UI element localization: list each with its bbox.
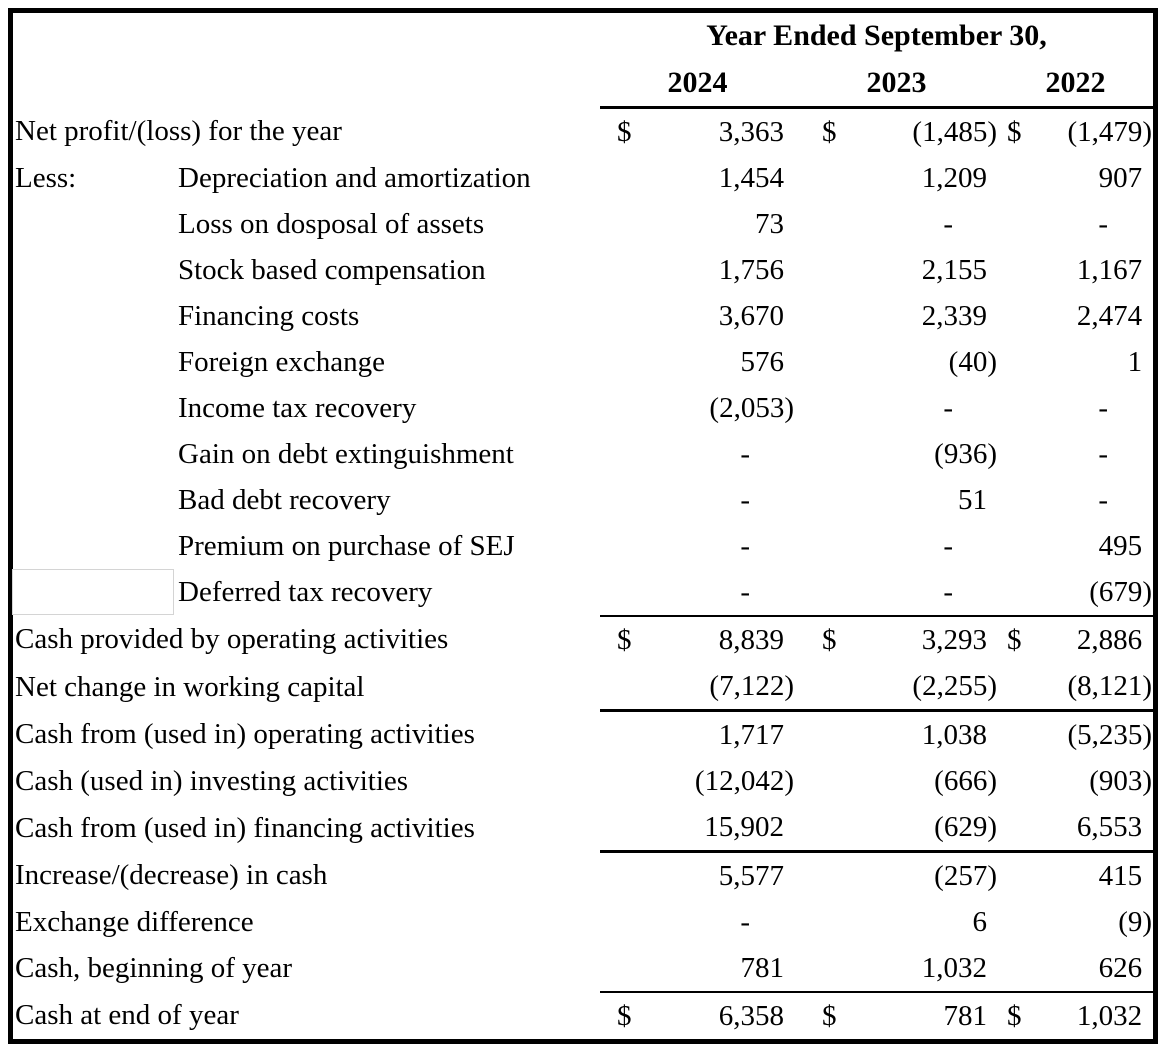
table-frame — [8, 8, 1158, 1044]
row-label: Cash (used in) investing activities — [15, 764, 409, 797]
table-row-cash-investing — [13, 758, 1153, 804]
dollar-sign-2024 — [600, 711, 640, 759]
value-2023: - — [843, 569, 998, 616]
dollar-sign-2023 — [795, 852, 843, 900]
value-2024: - — [740, 905, 750, 938]
dollar-sign-2024 — [600, 201, 640, 247]
value-2022: (5,235) — [1067, 718, 1153, 751]
value-2024: 5,577 — [718, 859, 784, 892]
dollar-sign-2023 — [795, 569, 843, 616]
value-2022: 1,032 — [1076, 999, 1143, 1032]
year-column-2023: 2023 — [795, 59, 998, 108]
dollar-sign-2022 — [998, 852, 1032, 900]
value-2024: 3,670 — [718, 299, 784, 332]
table-row-bad-debt — [13, 477, 1153, 523]
table-row-cash-from-operating — [13, 711, 1153, 759]
dollar-sign-2023 — [795, 385, 843, 431]
dollar-sign-2024 — [600, 385, 640, 431]
dollar-sign-2023 — [795, 523, 843, 569]
header-spacer — [13, 13, 600, 59]
value-2023: 1,209 — [921, 161, 987, 194]
value-2023: (2,255) — [843, 663, 998, 711]
value-2023: (666) — [934, 764, 997, 797]
dollar-sign-2023: $ — [822, 623, 837, 656]
value-2023: (40) — [948, 345, 997, 378]
value-2024: 3,363 — [718, 115, 784, 148]
dollar-sign-2024 — [600, 945, 640, 992]
value-2022: - — [1098, 483, 1109, 516]
row-prefix — [13, 431, 178, 477]
row-label: Gain on debt extinguishment — [178, 437, 514, 470]
value-2022: - — [1098, 391, 1109, 424]
row-label: Cash at end of year — [15, 999, 239, 1032]
value-2024: 576 — [740, 345, 784, 378]
table-row-working-capital — [13, 663, 1153, 711]
value-2024: (7,122) — [640, 663, 795, 711]
table-row-cash-beginning — [13, 945, 1153, 992]
value-2023: 6 — [972, 905, 987, 938]
dollar-sign-2023 — [795, 711, 843, 759]
row-label: Depreciation and amortization — [178, 161, 531, 194]
dollar-sign-2024 — [600, 804, 640, 852]
value-2024: - — [740, 437, 750, 470]
value-2024: (2,053) — [709, 391, 794, 424]
row-label: Increase/(decrease) in cash — [15, 859, 328, 892]
dollar-sign-2023 — [795, 477, 843, 523]
row-label: Financing costs — [178, 299, 360, 332]
value-2022: (679) — [1032, 569, 1153, 616]
value-2023: (936) — [934, 437, 997, 470]
row-prefix — [13, 569, 178, 616]
value-2022: 415 — [1098, 859, 1143, 892]
value-2023: 1,038 — [921, 718, 987, 751]
table-row-depreciation — [13, 155, 1153, 201]
row-label: Net change in working capital — [15, 670, 365, 703]
dollar-sign-2022 — [998, 899, 1032, 945]
row-prefix — [13, 385, 178, 431]
dollar-sign-2022 — [998, 385, 1032, 431]
value-2024: (12,042) — [694, 764, 794, 797]
whitebox-artifact — [12, 569, 174, 615]
dollar-sign-2022 — [998, 293, 1032, 339]
value-2023: - — [943, 529, 953, 562]
dollar-sign-2022: $ — [1007, 115, 1022, 148]
dollar-sign-2024 — [600, 247, 640, 293]
value-2023: 2,339 — [921, 299, 987, 332]
dollar-sign-2024 — [600, 477, 640, 523]
table-row-premium-sej — [13, 523, 1153, 569]
dollar-sign-2022 — [998, 201, 1032, 247]
row-label: Exchange difference — [15, 905, 254, 938]
dollar-sign-2023 — [795, 201, 843, 247]
table-row-loss-disposal — [13, 201, 1153, 247]
table-row-cash-end — [13, 992, 1153, 1039]
table-row-increase-decrease-cash — [13, 852, 1153, 900]
value-2022: (903) — [1089, 764, 1153, 797]
value-2024: - — [640, 569, 795, 616]
value-2024: 15,902 — [640, 804, 795, 852]
value-2024: 6,358 — [718, 999, 784, 1032]
dollar-sign-2024 — [600, 899, 640, 945]
dollar-sign-2023 — [795, 431, 843, 477]
value-2023: (1,485) — [912, 115, 997, 148]
dollar-sign-2024: $ — [617, 623, 632, 656]
value-2022: (8,121) — [1032, 663, 1153, 711]
dollar-sign-2022 — [998, 431, 1032, 477]
table-row-foreign-exchange — [13, 339, 1153, 385]
row-prefix — [13, 477, 178, 523]
dollar-sign-2022 — [998, 663, 1032, 711]
table-row-exchange-difference — [13, 899, 1153, 945]
dollar-sign-2022 — [998, 155, 1032, 201]
value-2024: 1,454 — [718, 161, 784, 194]
table-row-net-profit — [13, 108, 1153, 156]
dollar-sign-2023 — [795, 663, 843, 711]
value-2023: 51 — [958, 483, 987, 516]
row-label: Cash from (used in) financing activities — [15, 811, 475, 844]
dollar-sign-2024: $ — [617, 115, 632, 148]
value-2022: - — [1098, 207, 1109, 240]
dollar-sign-2022 — [998, 711, 1032, 759]
value-2024: 1,756 — [718, 253, 784, 286]
value-2023: - — [943, 391, 953, 424]
row-prefix — [13, 247, 178, 293]
dollar-sign-2023 — [795, 247, 843, 293]
dollar-sign-2022 — [998, 523, 1032, 569]
dollar-sign-2024 — [600, 852, 640, 900]
dollar-sign-2023 — [795, 804, 843, 852]
row-label: Income tax recovery — [178, 391, 417, 424]
dollar-sign-2023 — [795, 899, 843, 945]
dollar-sign-2022 — [998, 945, 1032, 992]
value-2022: 626 — [1032, 945, 1153, 992]
row-prefix — [13, 293, 178, 339]
value-2022: 907 — [1098, 161, 1143, 194]
dollar-sign-2022 — [998, 247, 1032, 293]
table-row-deferred-tax — [13, 569, 1153, 616]
dollar-sign-2022 — [998, 758, 1032, 804]
row-prefix — [13, 339, 178, 385]
row-label: Cash from (used in) operating activities — [15, 718, 475, 751]
header-row-title — [13, 13, 1153, 59]
value-2024: 73 — [755, 207, 784, 240]
header-row-years — [13, 59, 1153, 108]
table-title: Year Ended September 30, — [706, 19, 1047, 53]
table-row-financing-costs — [13, 293, 1153, 339]
value-2023: 3,293 — [921, 623, 987, 656]
dollar-sign-2023: $ — [822, 999, 837, 1032]
dollar-sign-2022 — [998, 339, 1032, 385]
dollar-sign-2022 — [998, 569, 1032, 616]
value-2024: 1,717 — [718, 718, 784, 751]
cash-flow-table — [13, 13, 1153, 1039]
dollar-sign-2023 — [795, 758, 843, 804]
value-2023: (257) — [934, 859, 997, 892]
value-2023: (629) — [843, 804, 998, 852]
value-2022: 2,886 — [1076, 623, 1143, 656]
dollar-sign-2024 — [600, 569, 640, 616]
dollar-sign-2024 — [600, 155, 640, 201]
dollar-sign-2024 — [600, 663, 640, 711]
row-label: Foreign exchange — [178, 345, 385, 378]
value-2022: (1,479) — [1067, 115, 1153, 148]
year-column-2022: 2022 — [998, 59, 1153, 108]
value-2024: - — [740, 529, 750, 562]
dollar-sign-2024 — [600, 431, 640, 477]
row-label: Cash, beginning of year — [15, 952, 293, 985]
value-2022: 2,474 — [1076, 299, 1143, 332]
dollar-sign-2023 — [795, 155, 843, 201]
value-2022: - — [1098, 437, 1109, 470]
dollar-sign-2023 — [795, 945, 843, 992]
value-2024: 8,839 — [718, 623, 784, 656]
dollar-sign-2022: $ — [1007, 623, 1022, 656]
row-label: Cash provided by operating activities — [15, 623, 449, 656]
dollar-sign-2022: $ — [1007, 999, 1022, 1032]
row-label: Net profit/(loss) for the year — [15, 115, 342, 148]
value-2023: 1,032 — [843, 945, 998, 992]
value-2022: (9) — [1118, 905, 1153, 938]
row-prefix — [13, 201, 178, 247]
header-spacer — [13, 59, 600, 108]
value-2023: 781 — [943, 999, 987, 1032]
year-column-2024: 2024 — [600, 59, 795, 108]
dollar-sign-2023 — [795, 293, 843, 339]
row-label: Loss on dosposal of assets — [178, 207, 485, 240]
row-label: Stock based compensation — [178, 253, 486, 286]
dollar-sign-2023 — [795, 339, 843, 385]
row-label: Premium on purchase of SEJ — [178, 529, 515, 562]
row-label: Bad debt recovery — [178, 483, 391, 516]
row-label: Deferred tax recovery — [178, 576, 433, 609]
value-2023: - — [943, 207, 953, 240]
value-2022: 6,553 — [1032, 804, 1153, 852]
row-prefix: Less: — [15, 161, 77, 194]
table-row-stock-comp — [13, 247, 1153, 293]
value-2023: 2,155 — [921, 253, 987, 286]
value-2024: 781 — [640, 945, 795, 992]
value-2022: 1,167 — [1076, 253, 1143, 286]
dollar-sign-2022 — [998, 477, 1032, 523]
dollar-sign-2024 — [600, 293, 640, 339]
dollar-sign-2024 — [600, 339, 640, 385]
value-2022: 1 — [1127, 345, 1143, 378]
dollar-sign-2024 — [600, 758, 640, 804]
table-row-income-tax-recovery — [13, 385, 1153, 431]
dollar-sign-2022 — [998, 804, 1032, 852]
value-2022: 495 — [1098, 529, 1143, 562]
dollar-sign-2024 — [600, 523, 640, 569]
dollar-sign-2024: $ — [617, 999, 632, 1032]
value-2024: - — [740, 483, 750, 516]
dollar-sign-2023: $ — [822, 115, 837, 148]
table-row-gain-debt-ext — [13, 431, 1153, 477]
table-row-cash-provided-operating — [13, 616, 1153, 663]
table-row-cash-financing — [13, 804, 1153, 852]
row-prefix — [13, 523, 178, 569]
